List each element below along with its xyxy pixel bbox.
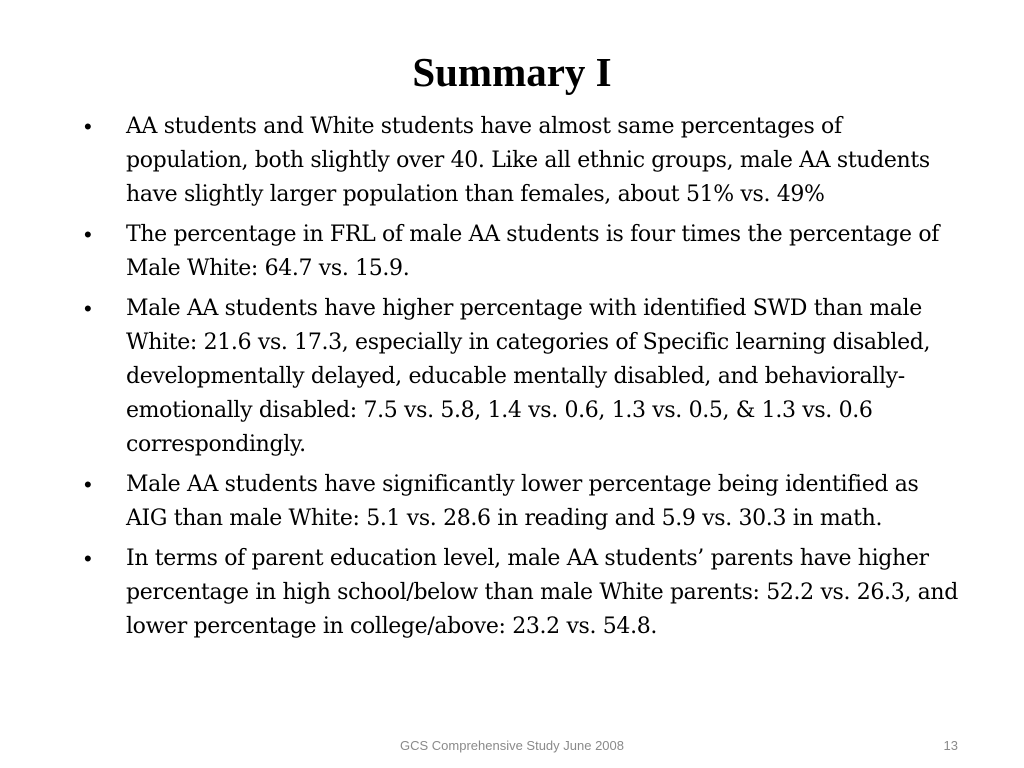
bullet-item (84, 218, 964, 286)
bullet-text: Male AA students have significantly lower percentage being identified as AIG than male White: 5.1 vs. 28.6 in reading and 5.9 vs. 30.3 in math. (126, 472, 919, 531)
bullet-text: The percentage in FRL of male AA students is four times the percentage of Male White: 64.7 vs. 15.9. (126, 222, 940, 281)
bullet-icon: • (84, 114, 92, 139)
bullet-item (84, 292, 964, 462)
footer-text: GCS Comprehensive Study June 2008 (399, 738, 624, 753)
bullet-item (84, 468, 964, 536)
bullet-icon: • (84, 296, 92, 321)
slide-title: Summary I (412, 49, 612, 95)
bullet-text: AA students and White students have almost same percentages of population, both slightly over 40. Like all ethnic groups, male AA students have slightly larger population than females, about 51% vs. 49% (126, 114, 930, 207)
page-number: 13 (943, 738, 958, 753)
bullet-icon: • (84, 472, 92, 497)
bullet-text: In terms of parent education level, male AA students’ parents have higher percentage in high school/below than male White parents: 52.2 vs. 26.3, and lower percentage in college/above: 23.2 vs. 54.8. (126, 546, 958, 639)
bullet-item (84, 110, 964, 212)
bullet-text: Male AA students have higher percentage with identified SWD than male White: 21.6 vs. 17.3, especially in categories of Specific learning disabled, developmentally delayed, educable mentally disabled, and behaviorally-emotionally disabled: 7.5 vs. 5.8, 1.4 vs. 0.6, 1.3 vs. 0.5, & 1.3 vs. 0.6 correspondingly. (126, 296, 931, 457)
bullet-icon: • (84, 222, 92, 247)
bullet-icon: • (84, 546, 92, 571)
bullet-list (84, 110, 964, 650)
bullet-item (84, 542, 964, 644)
